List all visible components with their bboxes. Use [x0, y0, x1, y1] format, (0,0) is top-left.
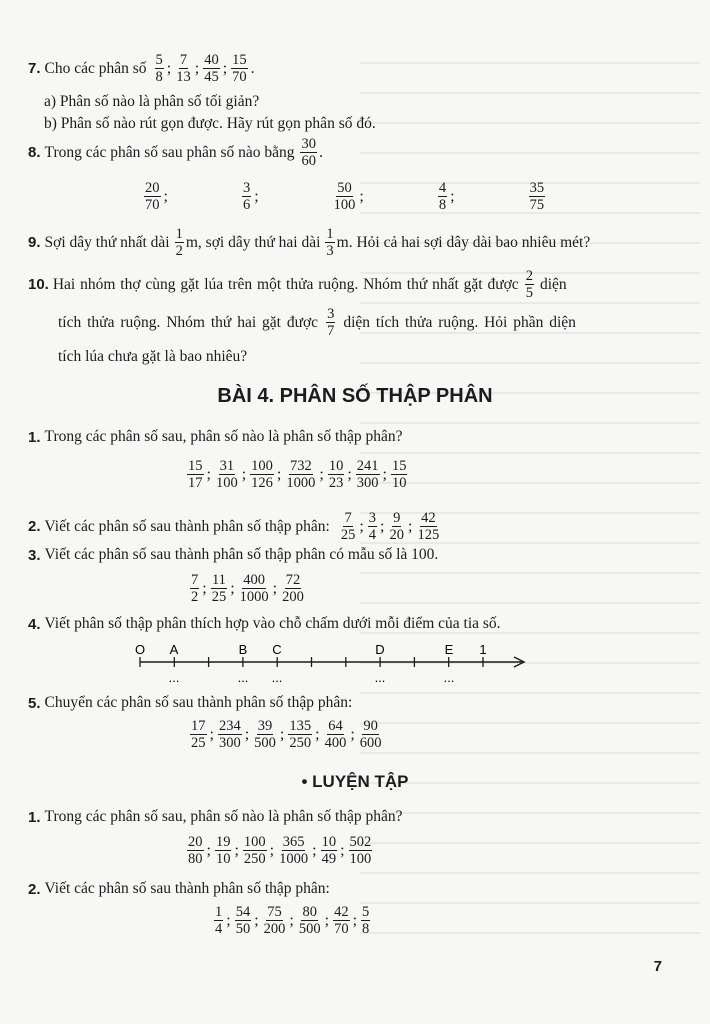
ex9-fraction-2: $\frac{1}{3}$ — [326, 226, 334, 259]
denominator: 45 — [204, 69, 219, 85]
q1-number: 1. — [28, 428, 41, 446]
fraction — [359, 718, 383, 751]
bleed-through-shadow — [360, 40, 700, 940]
numerator: 11 — [211, 572, 226, 588]
fraction — [187, 458, 204, 491]
denominator: 25 — [191, 735, 206, 751]
fraction — [190, 572, 199, 605]
ex10-line-2 — [58, 306, 576, 339]
denominator: 25 — [340, 527, 356, 543]
numerator: 5 — [155, 52, 163, 68]
denominator: 100 — [215, 475, 238, 491]
denominator: 500 — [298, 921, 321, 937]
q2-text: Viết các phân số sau thành phân số thập phân: — [44, 517, 330, 535]
denominator: 70 — [334, 921, 349, 937]
p2-line — [28, 880, 330, 898]
denominator: 10 — [391, 475, 407, 491]
numerator: 502 — [349, 834, 372, 850]
denominator: 200 — [263, 921, 286, 937]
p1-text: Trong các phân số sau, phân số nào là phân số thập phân? — [44, 808, 403, 825]
ex9-line — [28, 226, 590, 259]
label-1: 1 — [479, 642, 487, 657]
page-number: 7 — [653, 958, 662, 975]
q4-line — [28, 615, 501, 633]
numerator: 7 — [179, 52, 188, 68]
fraction — [218, 718, 242, 751]
fraction — [321, 834, 338, 867]
numerator: 241 — [356, 458, 379, 474]
denominator: 13 — [176, 69, 191, 85]
numerator: 50 — [337, 180, 352, 196]
ex9-text-2: m, sợi dây thứ hai dài — [185, 233, 321, 251]
fraction — [328, 458, 345, 491]
p1-fraction-list: $\frac{20}{80}$ ; $\frac{19}{10}$ ; $\frac{100}{250}$ ; $\frac{365}{1000}$ ; $\frac{10}{49}$ ; $\frac{502}{100}$ — [188, 834, 372, 867]
denominator: 300 — [218, 735, 241, 751]
q4-number: 4. — [28, 615, 41, 633]
p2-fraction-list: $\frac{1}{4}$ ; $\frac{54}{50}$ ; $\frac{75}{200}$ ; $\frac{80}{500}$ ; $\frac{42}{70}$ ; $\frac{5}{8}$ — [215, 904, 370, 937]
q3-text: Viết các phân số sau thành phân số thập phân có mẫu số là 100. — [44, 546, 439, 563]
fraction — [175, 52, 192, 85]
denominator: 400 — [324, 735, 347, 751]
denominator: 4 — [215, 921, 223, 937]
numerator: 9 — [393, 510, 401, 526]
numerator: 17 — [191, 718, 206, 734]
fraction — [298, 904, 322, 937]
blank-B: ... — [237, 670, 249, 685]
blank-E: ... — [443, 670, 455, 685]
denominator: 17 — [188, 475, 203, 491]
fraction — [416, 510, 440, 543]
denominator: 8 — [155, 69, 163, 85]
numerator: 54 — [235, 904, 251, 920]
q1-fraction-list: $\frac{15}{17}$ ; $\frac{31}{100}$ ; $\frac{100}{126}$ ; $\frac{732}{1000}$ ; $\frac{10}{23}$ ; $\frac{241}{300}$ ; $\frac{15}{10}$ — [188, 458, 407, 491]
fraction — [333, 180, 357, 213]
q1-line — [28, 428, 403, 446]
ex10-text-5: tích lúa chưa gặt là bao nhiêu? — [58, 348, 248, 365]
numerator: 3 — [368, 510, 377, 526]
q2-fraction-list: $\frac{7}{25}$ ; $\frac{3}{4}$ ; $\frac{9}{20}$ ; $\frac{42}{125}$ — [340, 510, 440, 543]
denominator: 200 — [282, 589, 304, 605]
fraction — [144, 180, 161, 213]
numerator: 732 — [289, 458, 312, 474]
label-C: C — [272, 642, 282, 657]
fraction — [333, 904, 350, 937]
denominator: 1000 — [279, 851, 309, 867]
fraction — [361, 904, 370, 937]
fraction — [356, 458, 380, 491]
numerator: 10 — [321, 834, 337, 850]
fraction — [368, 510, 377, 543]
numerator: 64 — [328, 718, 343, 734]
denominator: 75 — [529, 197, 545, 213]
fraction — [391, 458, 408, 491]
denominator: 125 — [417, 527, 440, 543]
q5-fraction-list: $\frac{17}{25}$ ; $\frac{234}{300}$ ; $\frac{39}{500}$ ; $\frac{135}{250}$ ; $\frac{64}{400}$ ; $\frac{90}{600}$ — [191, 718, 382, 751]
label-A: A — [169, 642, 179, 657]
numerator: 1 — [215, 904, 223, 920]
numerator: 234 — [218, 718, 241, 734]
numerator: 7 — [344, 510, 352, 526]
ex8-line: 8. Trong các phân số sau phân số nào bằng $\frac{30}{60}$ . — [28, 136, 323, 169]
denominator: 500 — [254, 735, 276, 751]
ex8-fraction-list: $\frac{20}{70}$ ; $\frac{3}{6}$ ; $\frac{50}{100}$ ; $\frac{4}{8}$ ; $\frac{35}{75}$ — [145, 180, 545, 213]
numerator: 19 — [215, 834, 231, 850]
fraction — [285, 458, 316, 491]
p1-line — [28, 808, 403, 826]
fraction — [324, 718, 348, 751]
q3-number: 3. — [28, 546, 41, 564]
fraction — [242, 180, 251, 213]
denominator: 20 — [389, 527, 404, 543]
denominator: 600 — [359, 735, 382, 751]
denominator: 8 — [362, 921, 370, 937]
fraction — [190, 718, 207, 751]
numerator: 42 — [421, 510, 436, 526]
number-line — [0, 640, 710, 690]
ex7-text: Cho các phân số — [44, 59, 147, 77]
ex9-number: 9. — [28, 234, 41, 251]
ex9-fraction-1: $\frac{1}{2}$ — [175, 226, 183, 259]
denominator: 250 — [289, 735, 312, 751]
numerator: 10 — [328, 458, 344, 474]
p2-text: Viết các phân số sau thành phân số thập phân: — [44, 880, 330, 897]
numerator: 400 — [243, 572, 266, 588]
blank-A: ... — [168, 670, 180, 685]
denominator: 100 — [349, 851, 372, 867]
numerator: 5 — [362, 904, 370, 920]
q4-text: Viết phân số thập phân thích hợp vào chỗ chấm dưới mỗi điểm của tia số. — [44, 615, 501, 632]
denominator: 49 — [321, 851, 337, 867]
blank-C: ... — [271, 670, 283, 685]
ex10-line-1 — [28, 268, 567, 301]
denominator: 126 — [251, 475, 273, 491]
fraction — [235, 904, 252, 937]
numerator: 15 — [391, 458, 407, 474]
fraction — [215, 458, 239, 491]
numerator: 35 — [529, 180, 545, 196]
q2-line — [28, 510, 442, 543]
fraction — [215, 834, 232, 867]
fraction — [349, 834, 373, 867]
q1-text: Trong các phân số sau, phân số nào là phân số thập phân? — [44, 428, 403, 445]
numerator: 20 — [145, 180, 160, 196]
ex10-text-3: tích thửa ruộng. Nhóm thứ hai gặt được — [58, 313, 319, 331]
denominator: 8 — [438, 197, 447, 213]
denominator: 250 — [243, 851, 266, 867]
q2-number: 2. — [28, 518, 41, 535]
q3-line — [28, 546, 438, 564]
numerator: 90 — [363, 718, 378, 734]
denominator: 2 — [191, 589, 199, 605]
ex10-text-2: diện — [539, 275, 567, 293]
ex7-fractions: $\frac{5}{8}$ ; $\frac{7}{13}$ ; $\frac{40}{45}$ ; $\frac{15}{70}$ — [155, 52, 247, 85]
fraction — [529, 180, 546, 213]
ex7-part-a: a) Phân số nào là phân số tối giản? — [44, 93, 260, 110]
fraction — [243, 834, 267, 867]
denominator: 300 — [356, 475, 379, 491]
numerator: 42 — [334, 904, 349, 920]
p2-number: 2. — [28, 880, 41, 898]
ex8-text: Trong các phân số sau phân số nào bằng — [44, 143, 295, 161]
p1-number: 1. — [28, 808, 41, 826]
lesson-title: BÀI 4. PHÂN SỐ THẬP PHÂN — [217, 385, 493, 407]
fraction — [263, 904, 287, 937]
label-D: D — [375, 642, 385, 657]
numerator: 365 — [282, 834, 305, 850]
numerator: 4 — [438, 180, 447, 196]
practice-title: • LUYỆN TẬP — [301, 772, 409, 791]
numerator: 100 — [251, 458, 273, 474]
numerator: 3 — [242, 180, 251, 196]
denominator: 100 — [333, 197, 356, 213]
label-O: O — [134, 642, 146, 657]
fraction — [278, 834, 309, 867]
numerator: 40 — [204, 52, 219, 68]
denominator: 6 — [242, 197, 251, 213]
ex9-text-3: m. Hỏi cả hai sợi dây dài bao nhiêu mét? — [336, 233, 591, 251]
fraction — [187, 834, 204, 867]
numerator: 39 — [257, 718, 273, 734]
label-E: E — [444, 642, 454, 657]
ex7-part-b: b) Phân số nào rút gọn được. Hãy rút gọn phân số đó. — [44, 115, 376, 132]
fraction — [203, 52, 220, 85]
fraction — [211, 572, 228, 605]
denominator: 70 — [145, 197, 160, 213]
numerator: 31 — [219, 458, 235, 474]
numerator: 7 — [191, 572, 199, 588]
fraction — [253, 718, 277, 751]
ex10-fraction-2: $\frac{3}{7}$ — [327, 306, 335, 339]
denominator: 4 — [368, 527, 377, 543]
fraction — [288, 718, 312, 751]
denominator: 70 — [232, 69, 247, 85]
numerator: 75 — [267, 904, 282, 920]
numerator: 15 — [188, 458, 203, 474]
fraction — [231, 52, 248, 85]
numerator: 20 — [188, 834, 203, 850]
numerator: 72 — [285, 572, 301, 588]
q5-line — [28, 694, 352, 712]
q5-number: 5. — [28, 694, 41, 712]
ex8-target-fraction: $\frac{30}{60}$ — [301, 136, 316, 169]
denominator: 80 — [188, 851, 203, 867]
blank-D: ... — [374, 670, 386, 685]
fraction — [250, 458, 274, 491]
fraction — [340, 510, 357, 543]
denominator: 50 — [235, 921, 251, 937]
q5-text: Chuyển các phân số sau thành phân số thập phân: — [44, 694, 353, 711]
ex10-text-1: Hai nhóm thợ cùng gặt lúa trên một thửa ruộng. Nhóm thứ nhất gặt được — [52, 275, 519, 293]
denominator: 1000 — [239, 589, 269, 605]
ex8-number: 8. — [28, 144, 41, 161]
numerator: 15 — [232, 52, 247, 68]
numerator: 100 — [243, 834, 266, 850]
ex10-number: 10. — [28, 276, 49, 293]
ex7-number: 7. — [28, 60, 41, 77]
fraction — [388, 510, 405, 543]
fraction — [239, 572, 270, 605]
fraction — [214, 904, 223, 937]
ex10-text-4: diện tích thửa ruộng. Hỏi phần diện — [343, 313, 576, 331]
q3-fraction-list: $\frac{7}{2}$ ; $\frac{11}{25}$ ; $\frac{400}{1000}$ ; $\frac{72}{200}$ — [191, 572, 304, 605]
ex9-text-1: Sợi dây thứ nhất dài — [44, 233, 170, 251]
ex10-fraction-1: $\frac{2}{5}$ — [525, 268, 533, 301]
ex7-line: 7. Cho các phân số $\frac{5}{8}$ ; $\frac{7}{13}$ ; $\frac{40}{45}$ ; $\frac{15}{70}$ . — [28, 52, 255, 85]
label-B: B — [238, 642, 248, 657]
denominator: 10 — [215, 851, 231, 867]
denominator: 1000 — [286, 475, 316, 491]
numerator: 80 — [302, 904, 317, 920]
denominator: 25 — [211, 589, 227, 605]
denominator: 23 — [328, 475, 344, 491]
numerator: 135 — [289, 718, 312, 734]
fraction — [438, 180, 447, 213]
fraction — [281, 572, 305, 605]
fraction — [155, 52, 164, 85]
